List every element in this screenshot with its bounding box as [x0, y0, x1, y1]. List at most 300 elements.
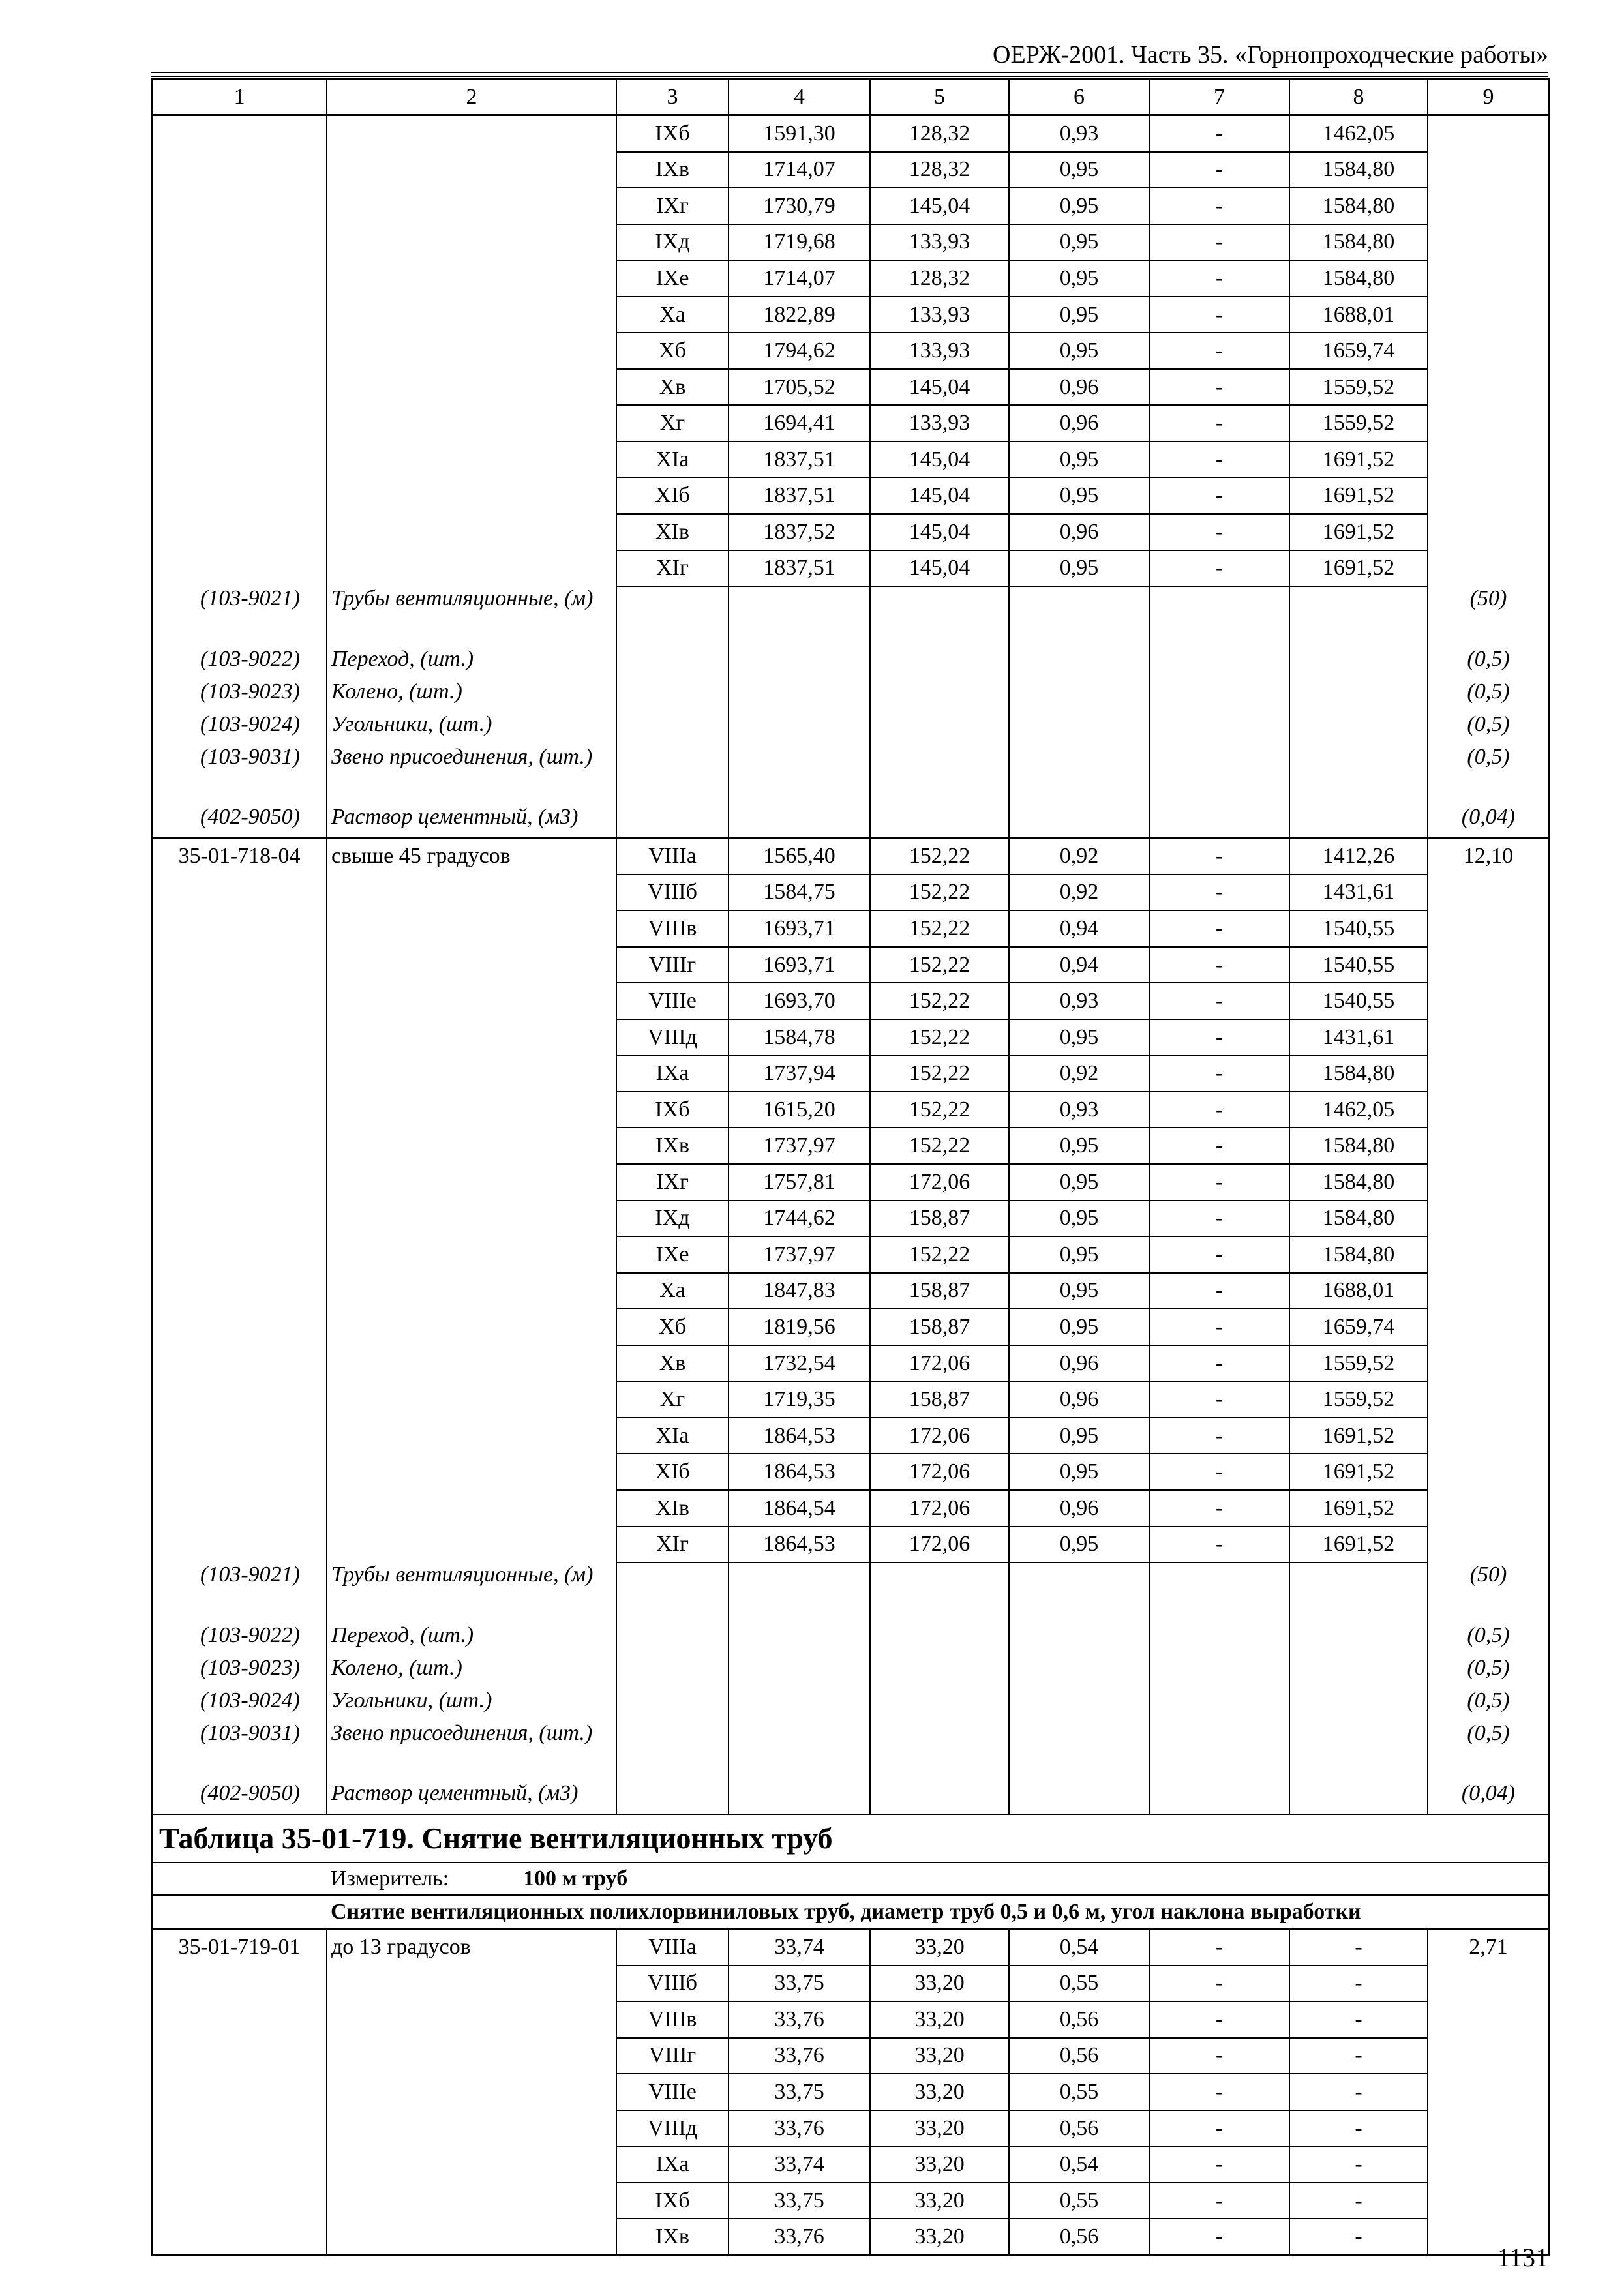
code-cell	[152, 441, 327, 478]
value-cell-c4: 1837,51	[729, 477, 870, 514]
empty-cell	[1149, 805, 1289, 838]
measure-label: Измеритель:	[331, 1866, 449, 1891]
coefficient-cell	[1428, 514, 1549, 550]
value-cell-c7: -	[1149, 550, 1289, 587]
code-cell	[152, 1966, 327, 2002]
value-cell-c6: 0,92	[1009, 838, 1149, 875]
resource-value: (50)	[1428, 1563, 1549, 1623]
value-cell-c8: 1584,80	[1289, 152, 1428, 188]
description-cell	[327, 2038, 616, 2074]
value-cell-c7: -	[1149, 2219, 1289, 2255]
value-cell-c4: 1705,52	[729, 369, 870, 406]
value-cell-c6: 0,94	[1009, 947, 1149, 983]
value-cell-c6: 0,95	[1009, 1273, 1149, 1309]
table-row	[152, 260, 1549, 297]
value-cell-cat: XIб	[616, 477, 729, 514]
value-cell-c7: -	[1149, 115, 1289, 152]
resource-name: Раствор цементный, (м3)	[327, 1781, 616, 1814]
column-number: 6	[1009, 80, 1149, 115]
coefficient-cell	[1428, 983, 1549, 1019]
empty-cell	[616, 1656, 729, 1688]
value-cell-c7: -	[1149, 260, 1289, 297]
value-cell-c5: 33,20	[870, 1966, 1009, 2002]
code-cell	[152, 514, 327, 550]
value-cell-c4: 1584,78	[729, 1019, 870, 1056]
value-cell-c7: -	[1149, 2183, 1289, 2219]
value-cell-c7: -	[1149, 838, 1289, 875]
value-cell-c4: 33,75	[729, 1966, 870, 2002]
value-cell-cat: Xг	[616, 405, 729, 441]
table-row	[152, 1164, 1549, 1201]
value-cell-c8: 1559,52	[1289, 405, 1428, 441]
value-cell-cat: IXа	[616, 1055, 729, 1092]
empty-cell	[1009, 1721, 1149, 1781]
value-cell-c5: 145,04	[870, 550, 1009, 587]
empty-cell	[1009, 647, 1149, 680]
value-cell-c6: 0,92	[1009, 1055, 1149, 1092]
empty-cell	[729, 1623, 870, 1656]
value-cell-c6: 0,56	[1009, 2219, 1149, 2255]
value-cell-c5: 33,20	[870, 2074, 1009, 2110]
empty-cell	[729, 1563, 870, 1623]
resource-code: (103-9023)	[152, 680, 327, 712]
empty-cell	[616, 712, 729, 745]
empty-cell	[1289, 586, 1428, 647]
value-cell-c5: 152,22	[870, 838, 1009, 875]
value-cell-c7: -	[1149, 1309, 1289, 1345]
value-cell-c5: 172,06	[870, 1527, 1009, 1563]
coefficient-cell	[1428, 1381, 1549, 1418]
value-cell-c7: -	[1149, 152, 1289, 188]
coefficient-cell	[1428, 1019, 1549, 1056]
value-cell-cat: VIIIг	[616, 947, 729, 983]
value-cell-c7: -	[1149, 1929, 1289, 1966]
norms-table	[151, 78, 1550, 2256]
description-cell	[327, 477, 616, 514]
value-cell-c6: 0,95	[1009, 441, 1149, 478]
resource-code: (402-9050)	[152, 1781, 327, 1814]
value-cell-cat: Xа	[616, 1273, 729, 1309]
value-cell-c7: -	[1149, 2038, 1289, 2074]
coefficient-cell	[1428, 369, 1549, 406]
empty-cell	[1149, 745, 1289, 805]
value-cell-c4: 1584,75	[729, 875, 870, 911]
table-row	[152, 441, 1549, 478]
code-cell	[152, 550, 327, 587]
description-cell	[327, 2146, 616, 2183]
coefficient-cell	[1428, 2038, 1549, 2074]
coefficient-cell	[1428, 441, 1549, 478]
code-cell	[152, 260, 327, 297]
coefficient-cell	[1428, 1454, 1549, 1490]
value-cell-cat: IXд	[616, 224, 729, 261]
value-cell-c6: 0,93	[1009, 983, 1149, 1019]
empty-cell	[1149, 1721, 1289, 1781]
value-cell-c5: 158,87	[870, 1273, 1009, 1309]
table-row	[152, 297, 1549, 333]
code-cell	[152, 983, 327, 1019]
resource-name: Звено присоединения, (шт.)	[327, 1721, 616, 1781]
table-row	[152, 1490, 1549, 1527]
coefficient-cell	[1428, 1236, 1549, 1273]
coefficient-cell	[1428, 260, 1549, 297]
subheading: Снятие вентиляционных полихлорвиниловых труб, диаметр труб 0,5 и 0,6 м, угол наклона выработки	[327, 1895, 1549, 1929]
value-cell-c7: -	[1149, 2146, 1289, 2183]
value-cell-c5: 152,22	[870, 1236, 1009, 1273]
table-row	[152, 1454, 1549, 1490]
value-cell-c5: 158,87	[870, 1309, 1009, 1345]
resource-value: (0,5)	[1428, 1656, 1549, 1688]
resource-code: (103-9022)	[152, 647, 327, 680]
code-cell	[152, 1092, 327, 1128]
value-cell-c8: -	[1289, 2146, 1428, 2183]
table-row	[152, 2219, 1549, 2255]
value-cell-c8: 1559,52	[1289, 1381, 1428, 1418]
description-cell	[327, 1019, 616, 1056]
value-cell-c4: 1822,89	[729, 297, 870, 333]
value-cell-c7: -	[1149, 1381, 1289, 1418]
value-cell-cat: Xб	[616, 1309, 729, 1345]
value-cell-cat: XIа	[616, 1418, 729, 1454]
table-row	[152, 1055, 1549, 1092]
page-header: ОЕРЖ-2001. Часть 35. «Горнопроходческие работы»	[993, 41, 1548, 68]
value-cell-c8: 1659,74	[1289, 333, 1428, 369]
value-cell-c6: 0,56	[1009, 2038, 1149, 2074]
value-cell-c6: 0,96	[1009, 1345, 1149, 1382]
value-cell-c5: 152,22	[870, 875, 1009, 911]
value-cell-cat: IXе	[616, 1236, 729, 1273]
value-cell-c4: 33,75	[729, 2074, 870, 2110]
value-cell-c4: 1737,94	[729, 1055, 870, 1092]
value-cell-cat: VIIIд	[616, 2110, 729, 2147]
table-row	[152, 2038, 1549, 2074]
coefficient-cell: 12,10	[1428, 838, 1549, 875]
table-row	[152, 224, 1549, 261]
value-cell-c4: 1719,35	[729, 1381, 870, 1418]
column-number-row	[152, 80, 1549, 115]
value-cell-c6: 0,95	[1009, 224, 1149, 261]
value-cell-c8: 1412,26	[1289, 838, 1428, 875]
value-cell-c8: 1691,52	[1289, 1490, 1428, 1527]
description-cell	[327, 1309, 616, 1345]
description-cell	[327, 405, 616, 441]
value-cell-c8: 1540,55	[1289, 910, 1428, 947]
table-row	[152, 333, 1549, 369]
value-cell-c5: 33,20	[870, 2146, 1009, 2183]
value-cell-cat: XIб	[616, 1454, 729, 1490]
resource-name: Угольники, (шт.)	[327, 1688, 616, 1721]
empty-cell	[1009, 1688, 1149, 1721]
empty-cell	[1009, 1781, 1149, 1814]
measure-cell	[327, 1863, 1549, 1895]
empty-cell	[1289, 1688, 1428, 1721]
value-cell-c7: -	[1149, 1490, 1289, 1527]
resource-name: Колено, (шт.)	[327, 1656, 616, 1688]
code-cell	[152, 2183, 327, 2219]
empty-cell	[729, 680, 870, 712]
value-cell-c5: 152,22	[870, 1055, 1009, 1092]
value-cell-c6: 0,94	[1009, 910, 1149, 947]
table-row	[152, 983, 1549, 1019]
value-cell-c4: 33,74	[729, 1929, 870, 1966]
resource-code: (103-9023)	[152, 1656, 327, 1688]
coefficient-cell	[1428, 1309, 1549, 1345]
empty-cell	[1149, 1781, 1289, 1814]
value-cell-c8: 1584,80	[1289, 1236, 1428, 1273]
value-cell-c5: 128,32	[870, 115, 1009, 152]
value-cell-c8: 1691,52	[1289, 1418, 1428, 1454]
value-cell-cat: IXд	[616, 1201, 729, 1237]
code-cell	[152, 947, 327, 983]
value-cell-c6: 0,96	[1009, 514, 1149, 550]
resource-name: Трубы вентиляционные, (м)	[327, 586, 616, 647]
table-row	[152, 1345, 1549, 1382]
column-number: 2	[327, 80, 616, 115]
value-cell-c8: 1584,80	[1289, 1201, 1428, 1237]
empty-cell	[870, 1781, 1009, 1814]
value-cell-c4: 1794,62	[729, 333, 870, 369]
value-cell-c6: 0,95	[1009, 1454, 1149, 1490]
code-cell	[152, 2038, 327, 2074]
value-cell-c5: 145,04	[870, 441, 1009, 478]
empty-cell	[1289, 1656, 1428, 1688]
coefficient-cell	[1428, 1527, 1549, 1563]
coefficient-cell	[1428, 477, 1549, 514]
empty-cell	[1009, 586, 1149, 647]
value-cell-c4: 1744,62	[729, 1201, 870, 1237]
value-cell-c4: 1864,53	[729, 1454, 870, 1490]
code-cell	[152, 1164, 327, 1201]
value-cell-c5: 152,22	[870, 910, 1009, 947]
code-cell	[152, 152, 327, 188]
column-number: 4	[729, 80, 870, 115]
empty-cell	[729, 1781, 870, 1814]
value-cell-c6: 0,96	[1009, 369, 1149, 406]
value-cell-c8: 1431,61	[1289, 875, 1428, 911]
description-cell	[327, 224, 616, 261]
value-cell-cat: XIа	[616, 441, 729, 478]
empty-cell	[616, 647, 729, 680]
coefficient-cell	[1428, 550, 1549, 587]
empty-cell	[870, 1688, 1009, 1721]
value-cell-c5: 33,20	[870, 2219, 1009, 2255]
resource-name: Трубы вентиляционные, (м)	[327, 1563, 616, 1623]
value-cell-c5: 152,22	[870, 1092, 1009, 1128]
table-row	[152, 2183, 1549, 2219]
resource-name: Звено присоединения, (шт.)	[327, 745, 616, 805]
value-cell-c4: 1757,81	[729, 1164, 870, 1201]
value-cell-cat: IXб	[616, 1092, 729, 1128]
empty-cell	[1009, 745, 1149, 805]
table-row	[152, 550, 1549, 587]
value-cell-c5: 133,93	[870, 333, 1009, 369]
resource-row	[152, 586, 1549, 647]
description-cell	[327, 2219, 616, 2255]
value-cell-c7: -	[1149, 1092, 1289, 1128]
description-cell	[327, 2110, 616, 2147]
coefficient-cell	[1428, 152, 1549, 188]
empty-cell	[1009, 680, 1149, 712]
coefficient-cell	[1428, 1092, 1549, 1128]
value-cell-c7: -	[1149, 2074, 1289, 2110]
resource-row	[152, 712, 1549, 745]
value-cell-cat: Xб	[616, 333, 729, 369]
value-cell-c7: -	[1149, 1345, 1289, 1382]
table-row	[152, 910, 1549, 947]
value-cell-c4: 33,76	[729, 2219, 870, 2255]
value-cell-c6: 0,95	[1009, 188, 1149, 224]
description-cell	[327, 1201, 616, 1237]
value-cell-c4: 33,74	[729, 2146, 870, 2183]
resource-value: (0,5)	[1428, 647, 1549, 680]
value-cell-cat: IXв	[616, 152, 729, 188]
value-cell-c8: -	[1289, 2110, 1428, 2147]
value-cell-c5: 152,22	[870, 983, 1009, 1019]
code-cell	[152, 1236, 327, 1273]
empty-cell	[1289, 680, 1428, 712]
value-cell-c4: 1819,56	[729, 1309, 870, 1345]
value-cell-cat: VIIIа	[616, 1929, 729, 1966]
coefficient-cell	[1428, 1128, 1549, 1164]
description-cell	[327, 1454, 616, 1490]
coefficient-cell	[1428, 333, 1549, 369]
code-cell	[152, 224, 327, 261]
value-cell-c5: 172,06	[870, 1164, 1009, 1201]
value-cell-cat: IXг	[616, 188, 729, 224]
value-cell-c8: -	[1289, 2074, 1428, 2110]
value-cell-c5: 128,32	[870, 152, 1009, 188]
resource-value: (0,5)	[1428, 680, 1549, 712]
empty-cell	[729, 1721, 870, 1781]
value-cell-c7: -	[1149, 297, 1289, 333]
coefficient-cell	[1428, 2001, 1549, 2038]
value-cell-cat: Xа	[616, 297, 729, 333]
code-cell	[152, 297, 327, 333]
empty-cell	[616, 1721, 729, 1781]
empty-cell	[1009, 1623, 1149, 1656]
code-cell	[152, 1527, 327, 1563]
empty-cell	[152, 1895, 327, 1929]
table-row	[152, 2146, 1549, 2183]
empty-cell	[729, 712, 870, 745]
description-cell	[327, 2074, 616, 2110]
value-cell-c6: 0,93	[1009, 115, 1149, 152]
column-number: 9	[1428, 80, 1549, 115]
empty-cell	[152, 1863, 327, 1895]
value-cell-cat: VIIIд	[616, 1019, 729, 1056]
empty-cell	[870, 680, 1009, 712]
empty-cell	[1149, 586, 1289, 647]
description-cell	[327, 188, 616, 224]
value-cell-cat: IXа	[616, 2146, 729, 2183]
value-cell-cat: IXе	[616, 260, 729, 297]
value-cell-c4: 1694,41	[729, 405, 870, 441]
description-cell	[327, 983, 616, 1019]
value-cell-c4: 33,76	[729, 2110, 870, 2147]
resource-value: (0,5)	[1428, 1623, 1549, 1656]
value-cell-c6: 0,95	[1009, 1309, 1149, 1345]
empty-cell	[616, 586, 729, 647]
resource-name: Переход, (шт.)	[327, 647, 616, 680]
value-cell-c4: 1693,71	[729, 947, 870, 983]
table-title: Таблица 35-01-719. Снятие вентиляционных труб	[152, 1814, 1549, 1863]
description-cell	[327, 333, 616, 369]
column-number: 8	[1289, 80, 1428, 115]
resource-row	[152, 745, 1549, 805]
value-cell-cat: Xв	[616, 1345, 729, 1382]
table-row	[152, 152, 1549, 188]
description-cell	[327, 550, 616, 587]
code-cell	[152, 115, 327, 152]
table-row	[152, 1418, 1549, 1454]
measure-value: 100 м труб	[523, 1866, 628, 1891]
value-cell-c7: -	[1149, 477, 1289, 514]
empty-cell	[870, 805, 1009, 838]
description-cell	[327, 1128, 616, 1164]
code-cell	[152, 875, 327, 911]
empty-cell	[1289, 1721, 1428, 1781]
header-rule-bottom	[151, 76, 1548, 77]
coefficient-cell	[1428, 1273, 1549, 1309]
table-row	[152, 477, 1549, 514]
value-cell-c8: -	[1289, 2001, 1428, 2038]
coefficient-cell	[1428, 224, 1549, 261]
description-cell	[327, 115, 616, 152]
empty-cell	[1289, 1623, 1428, 1656]
resource-value: (0,04)	[1428, 805, 1549, 838]
empty-cell	[1149, 712, 1289, 745]
empty-cell	[870, 586, 1009, 647]
value-cell-c5: 152,22	[870, 1019, 1009, 1056]
table-row	[152, 1019, 1549, 1056]
value-cell-c7: -	[1149, 1236, 1289, 1273]
description-cell	[327, 1966, 616, 2002]
code-cell	[152, 477, 327, 514]
empty-cell	[1289, 745, 1428, 805]
value-cell-cat: VIIIг	[616, 2038, 729, 2074]
value-cell-c8: 1584,80	[1289, 1055, 1428, 1092]
empty-cell	[729, 1688, 870, 1721]
value-cell-c5: 133,93	[870, 297, 1009, 333]
value-cell-c5: 133,93	[870, 224, 1009, 261]
description-cell	[327, 152, 616, 188]
empty-cell	[870, 745, 1009, 805]
coefficient-cell	[1428, 2110, 1549, 2147]
code-cell	[152, 188, 327, 224]
value-cell-c7: -	[1149, 1527, 1289, 1563]
value-cell-c8: -	[1289, 1929, 1428, 1966]
value-cell-cat: IXб	[616, 115, 729, 152]
value-cell-cat: VIIIб	[616, 875, 729, 911]
value-cell-c7: -	[1149, 1454, 1289, 1490]
code-cell	[152, 1273, 327, 1309]
resource-code: (402-9050)	[152, 805, 327, 838]
table-row	[152, 2001, 1549, 2038]
description-cell: свыше 45 градусов	[327, 838, 616, 875]
table-row	[152, 875, 1549, 911]
code-cell	[152, 1418, 327, 1454]
value-cell-c5: 128,32	[870, 260, 1009, 297]
description-cell	[327, 369, 616, 406]
value-cell-c5: 33,20	[870, 2110, 1009, 2147]
value-cell-c8: 1691,52	[1289, 514, 1428, 550]
value-cell-cat: XIг	[616, 1527, 729, 1563]
value-cell-c7: -	[1149, 405, 1289, 441]
description-cell	[327, 1490, 616, 1527]
resource-value: (0,5)	[1428, 712, 1549, 745]
coefficient-cell	[1428, 947, 1549, 983]
value-cell-c7: -	[1149, 188, 1289, 224]
